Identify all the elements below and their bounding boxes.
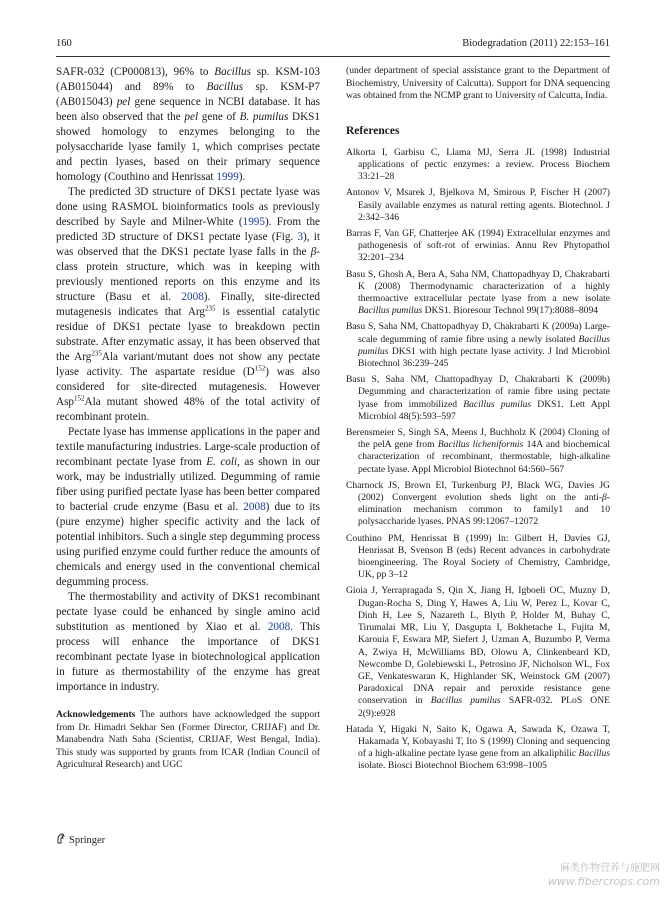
text-run: DKS1. Bioresour Technol 99(17):8088–8094 [422,305,599,317]
journal-citation: Biodegradation (2011) 22:153–161 [462,38,610,49]
watermark-url: www.fibercrops.com [547,875,660,888]
text-run: Ala variant/mutant does not show any pectate lyase activity. The aspartate residue (D [56,351,320,378]
text-run: gene sequence in NCBI database. It has been also observed that the [56,96,320,123]
text-run: gene of [198,111,240,123]
italic-term: Bacillus licheniformis [437,439,524,451]
text-run: Basu S, Ghosh A, Bera A, Saha NM, Chattopadhyay D, Chakrabarti K (2008) Thermodynamic characterization of a highly thermoactive extracellular pectate lyase from a new isolate [346,268,610,305]
text-run: ), it was observed that the DKS1 pectate lyase falls in the [56,231,320,258]
body-paragraph [56,590,320,695]
italic-term: β [310,246,317,258]
superscript: 235 [91,349,102,358]
italic-term: Bacillus pumilus [430,695,501,707]
reference-entry [346,321,610,370]
citation-link[interactable]: 2008 [181,291,204,303]
citation-link[interactable]: 2008 [267,621,291,633]
text-run: sp. KSM-103 (AB015044) and 89% to [56,66,320,93]
italic-term: Bacillus [214,66,251,78]
text-run: DKS1 showed homology to enzymes belonging to the polysaccharide lyase family 1, which comprises pectate and pectin lyases, based on their primary sequence homology (Couthino and Henrissat [56,111,320,183]
reference-entry [346,187,610,224]
footer [56,833,105,846]
text-run: SAFR-032. PLoS ONE 2(9):e928 [358,695,610,719]
text-run: The predicted 3D structure of DKS1 pectate lyase was done using RASMOL bioinformatics tools as previously described by Sayle and Milner-White ( [56,186,320,228]
text-run: -class protein structure, which was in keeping with previously mentioned reports on this enzyme and its structure (Basu et al. [56,246,320,303]
text-run: Berensmeier S, Singh SA, Meens J, Buchholz K (2004) Cloning of the pelA gene from [346,427,610,451]
reference-entry [346,228,610,265]
italic-term: Bacillus pumilus [358,333,610,357]
text-run: ) was also considered for site-directed mutagenesis. However Asp [56,366,320,408]
superscript: 152 [254,364,266,373]
italic-term: Bacillus pumilus [463,398,532,410]
text-run: 14A and biochemical characterization of recombinant, thermostable, high-alkaline pectate lyase. Appl Microbiol Biotechnol 64:560–567 [358,439,610,475]
text-run: The thermostability and activity of DKS1 recombinant pectate lyase could be enhanced by single amino acid substitution as mentioned by Xiao et al. [56,591,320,633]
italic-term: pel [116,96,131,108]
text-run: Basu S, Saha NM, Chattopadhyay D, Chakrabarti K (2009a) Large-scale degumming of ramie fibre using a newly isolated [346,321,610,345]
citation-link[interactable]: 1999 [216,171,239,183]
text-run: is essential catalytic residue of DKS1 pectate lyase to breakdown pectin substrate. After enzymatic assay, it has been observed that the Arg [56,306,321,363]
reference-entry [346,147,610,184]
text-run: , as shown in our work, may be industrially utilized. Degumming of ramie fiber using purified pectate lyase has been better compared to bacterial crude enzyme (Basu et al. [56,456,320,513]
reference-entry [346,585,610,719]
italic-term: E. coli [206,456,238,468]
text-run: Couthino PM, Henrissat B (1999) In: Gilbert H, Davies GJ, Henrissat B, Svenson B (eds) Recent advances in carbohydrate bioengineering. The Royal Society of Chemistry, Cambridge, UK, pp 3–12 [346,532,610,581]
left-column [56,65,320,782]
reference-entry [346,374,610,423]
watermark-title: 麻类作物营养与施肥网 [560,863,660,874]
site-watermark [548,862,660,888]
text-run: Pectate lyase has immense applications in the paper and textile manufacturing industries. Large-scale production of recombinant pectate lyase from [56,426,320,468]
text-run: ). Finally, site-directed mutagenesis indicates that Arg [56,291,320,318]
run-in-heading: Acknowledgements [56,709,136,720]
text-run: Basu S, Saha NM, Chattopadhyay D, Chakrabarti K (2009b) Degumming and characterization of ramie fibre using pectate lyase from immobilized [346,374,610,410]
body-paragraph [56,425,320,590]
text-run: SAFR-032 (CP000813), 96% to [56,66,215,78]
text-run: DKS1. Lett Appl Microbiol 48(5):593–597 [358,398,610,422]
text-run: -elimination mechanism common to family1 and 10 polysaccharide lyases. PNAS 99:12067–12072 [358,492,610,528]
acknowledgements-continued [346,65,610,103]
italic-term: pel [184,111,199,123]
publisher-name: Springer [69,835,106,846]
text-run: (under department of special assistance grant to the Department of Biochemistry, University of Calcutta). Support for DNA sequencing was obtained from the NCMP grant to University of Calcutta, India. [346,65,610,102]
running-header [56,38,610,54]
text-run: Ala mutant showed 48% of the total activity of recombinant protein. [56,396,320,423]
text-run: Barras F, Van GF, Chatterjee AK (1994) Extracellular enzymes and pathogenesis of soft-rot of erwinias. Annu Rev Phytopathol 32:201–234 [346,228,610,264]
italic-term: Bacillus pumilus [358,305,423,317]
text-run: ) due to its (pure enzyme) higher specific activity and the lack of potential inhibitors. Such a single step degumming process using purified enzyme could further reduce the amounts of chemicals and energy used in the conventional chemical degumming process. [56,501,320,588]
italic-term: Bacillus [578,748,610,760]
text-run: Gioia J, Yerrapragada S, Qin X, Jiang H, Igboeli OC, Muzny D, Dugan-Rocha S, Ding Y, Hawes A, Liu W, Perez L, Kovar C, Dinh H, Lee S, Nazareth L, Blyth P, Holder M, Buhay C, Tirumalai MR, Liu Y, Dasgupta I, Bokhetache L, Fujita M, Karouia F, Eswara MP, Siefert J, Uzman A, Buzumbo P, Verma A, Zwiya H, McWilliams BD, Olowu A, Clinkenbeard KD, Newcombe D, Golebiewski L, Petrosino JF, Nicholson WL, Fox GE, Venkateswaran K, Highlander SK, Weinstock GM (2007) Paradoxical DNA repair and peroxide resistance gene conservation in [346,585,610,707]
text-run: The authors have acknowledged the support from Dr. Himadri Sekhar Sen (Former Director, CRIJAF) and Dr. Manabendra Nath Saha (Scientist, CRIJAF, West Bengal, India). This study was supported by grants from ICAR (Indian Council of Agricultural Research) and UGC [56,709,320,771]
reference-entry [346,480,610,529]
superscript: 152 [74,394,85,403]
text-run: ). [238,171,246,183]
reference-entry [346,269,610,318]
reference-entry [346,533,610,582]
superscript: 235 [205,304,216,313]
text-run: sp. KSM-P7 (AB015043) [56,81,320,108]
text-run: . This process will enhance the importance of DKS1 recombinant pectate lyase in biotechnological application in future as thermostability of the enzyme has great importance in industry. [56,621,320,693]
reference-list [346,147,610,773]
citation-link[interactable]: 2008 [243,501,266,513]
references-heading: References [346,124,400,137]
citation-link[interactable]: 1995 [242,216,265,228]
text-run: Hatada Y, Higaki N, Saito K, Ogawa A, Sawada K, Ozawa T, Hakamada Y, Kobayashi T, Ito S (1999) Cloning and sequencing of a high-alkaline pectate lyase gene from an alkaliphilic [346,723,610,760]
text-run: Charnock JS, Brown EI, Turkenburg PJ, Black WG, Davies JG (2002) Convergent evolution sheds light on the anti- [346,479,610,504]
text-run: DKS1 with high pectate lyase activity. J Ind Microbiol Biotechnol 36:239–245 [358,345,610,370]
reference-entry [346,427,610,476]
citation-link[interactable]: 3 [297,231,304,243]
italic-term: B. pumilus [239,111,289,123]
italic-term: β [602,492,607,504]
text-run: isolate. Biosci Biotechnol Biochem 63:998–1005 [358,760,547,772]
right-column [346,65,610,777]
text-run: ). From the predicted 3D structure of DKS1 pectate lyase (Fig. [56,216,321,243]
body-paragraph [56,185,320,425]
italic-term: Bacillus [206,81,244,93]
reference-entry [346,724,610,773]
springer-horse-icon [56,833,66,844]
header-rule [56,56,610,57]
body-paragraph [56,65,320,185]
text-run: Antonov V, Msarek J, Bjelkova M, Smirous P, Fischer H (2007) Easily available enzymes as natural retting agents. Biotechnol. J 2:342–346 [346,187,610,223]
acknowledgements [56,709,320,772]
text-run: Alkorta I, Garbisu C, Llama MJ, Serra JL (1998) Industrial applications of pectic enzymes: a review. Process Biochem 33:21–28 [346,146,610,183]
page-number: 160 [56,38,72,49]
